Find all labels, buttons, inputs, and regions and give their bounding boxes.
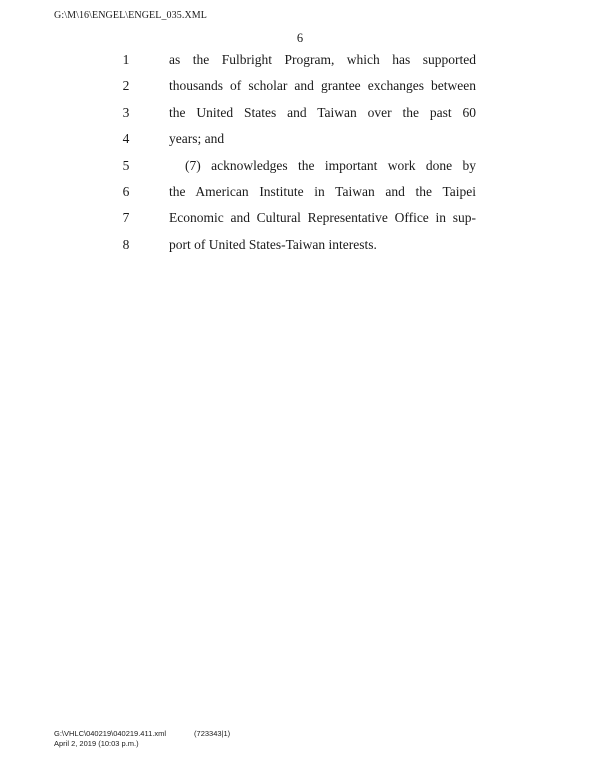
line-number: 8 (122, 236, 130, 252)
footer-date: April 2, 2019 (10:03 p.m.) (54, 739, 139, 748)
line-text: (7) acknowledges the important work done by (185, 157, 476, 173)
line-number: 7 (122, 210, 130, 226)
line-number: 3 (122, 104, 130, 120)
bill-line (0, 205, 600, 231)
line-text: the United States and Taiwan over the past 60 (169, 104, 476, 120)
bill-text-body (0, 47, 600, 258)
bill-line (0, 179, 600, 205)
line-text: the American Institute in Taiwan and the Taipei (169, 183, 476, 199)
bill-line (0, 100, 600, 126)
bill-line (0, 47, 600, 73)
page-number: 6 (296, 31, 304, 45)
line-text: years; and (169, 131, 225, 147)
page-footer (54, 729, 230, 749)
line-text: thousands of scholar and grantee exchanges between (169, 78, 476, 94)
bill-line (0, 126, 600, 152)
bill-line (0, 232, 600, 258)
bill-line (0, 73, 600, 99)
line-number: 2 (122, 78, 130, 94)
footer-doc-code: (723343|1) (194, 729, 231, 738)
line-number: 5 (122, 157, 130, 173)
line-text: as the Fulbright Program, which has supported (169, 52, 476, 67)
line-number: 4 (122, 131, 130, 147)
line-number: 6 (122, 183, 130, 199)
header-file-path: G:\M\16\ENGEL\ENGEL_035.XML (54, 10, 207, 21)
footer-file-path: G:\VHLC\040219\040219.411.xml (54, 729, 167, 738)
footer-file-row (54, 729, 230, 739)
bill-line (0, 153, 600, 179)
line-number: 1 (122, 52, 130, 67)
line-text: port of United States-Taiwan interests. (169, 236, 377, 252)
line-text: Economic and Cultural Representative Office in sup- (169, 210, 476, 226)
